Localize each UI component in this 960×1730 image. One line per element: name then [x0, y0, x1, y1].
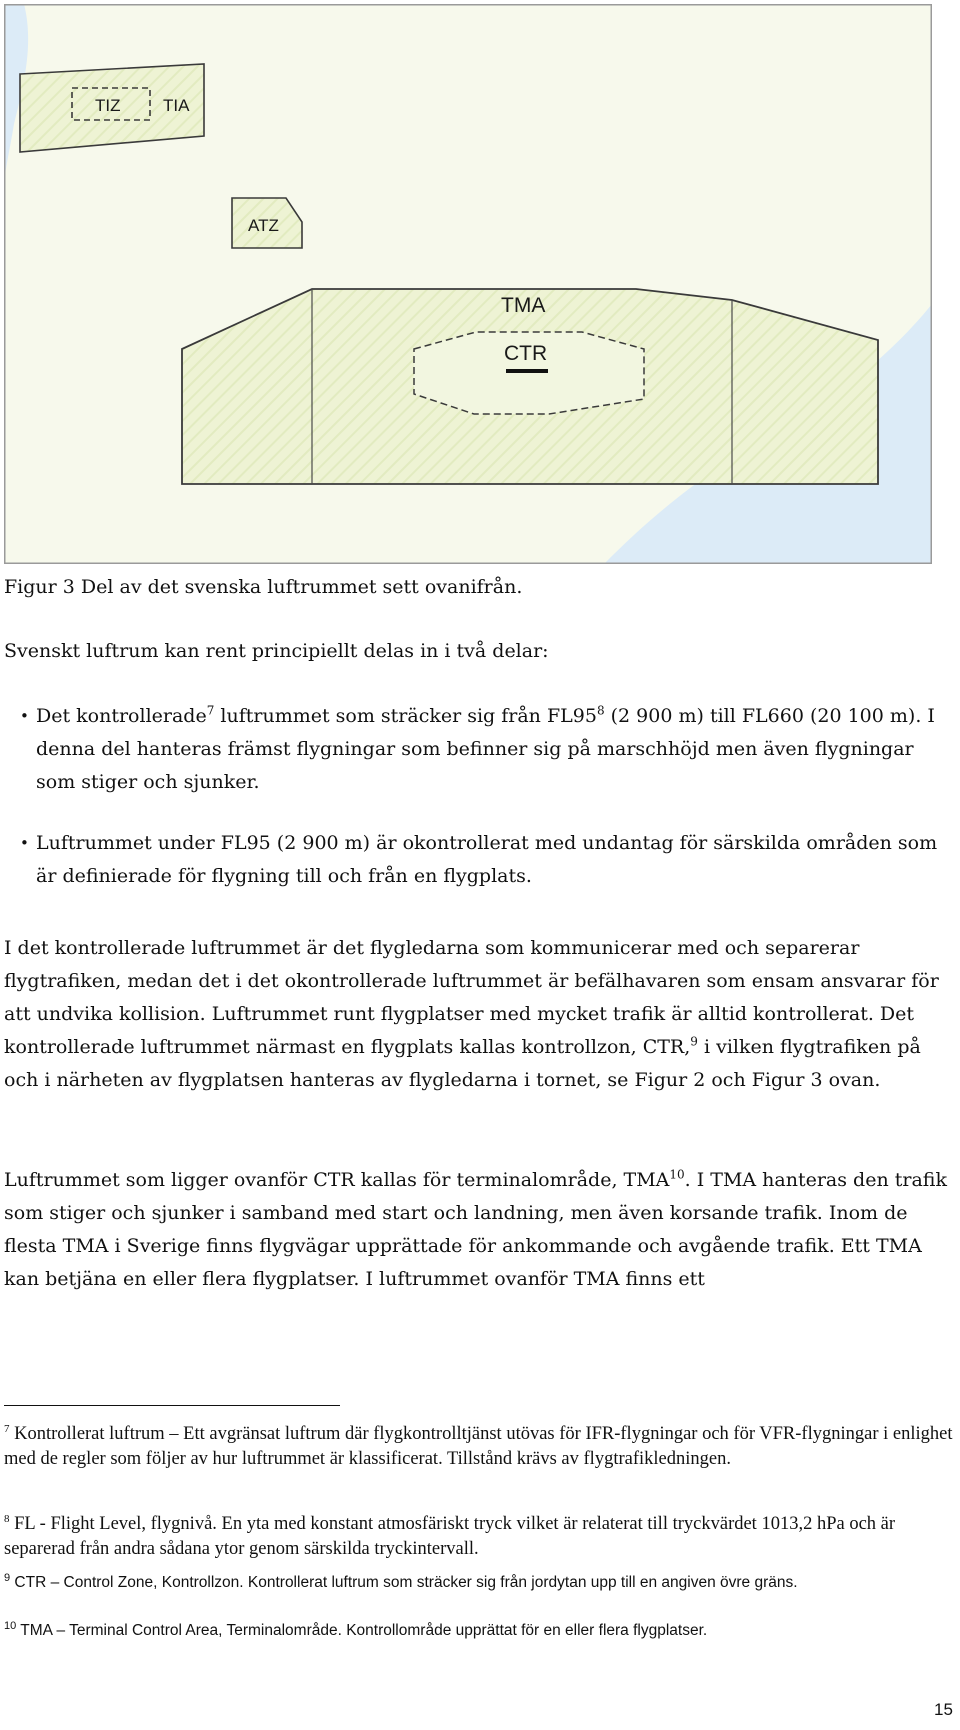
- footnote: [4, 1512, 959, 1562]
- footnote-number: 10: [4, 1619, 17, 1632]
- footnote: [4, 1422, 959, 1472]
- paragraph-text: i vilken flygtrafiken på och i närheten av flygplatsen hanteras av flygledarna i tornet, se Figur 2 och Figur 3 ovan.: [4, 1036, 921, 1091]
- tma-label: TMA: [501, 294, 546, 317]
- paragraph-text: Luftrummet som ligger ovanför CTR kallas för terminalområde, TMA: [4, 1169, 670, 1191]
- bullet-text: Det kontrollerade: [36, 705, 207, 727]
- bullet-text: luftrummet som sträcker sig från FL95: [214, 705, 597, 727]
- footnote-number: 9: [4, 1571, 11, 1584]
- footnote-divider: [4, 1405, 340, 1406]
- footnote: [4, 1572, 959, 1593]
- footnote-number: 8: [4, 1512, 10, 1525]
- ctr-label: CTR: [504, 342, 548, 365]
- list-item: [20, 700, 955, 799]
- footnote-ref-8: 8: [596, 703, 605, 718]
- airspace-map: [4, 4, 932, 564]
- bullet-text: (2 900 m) till FL660 (20 100 m). I denna del hanteras främst flygningar som befinner sig på marschhöjd men även flygningar som stiger och sjunker.: [36, 705, 935, 793]
- runway-icon: [506, 369, 548, 373]
- airspace-figure: [4, 4, 932, 564]
- intro-text: Svenskt luftrum kan rent principiellt delas in i två delar:: [4, 640, 549, 662]
- tia-label: TIA: [163, 96, 190, 115]
- footnote-text: TMA – Terminal Control Area, Terminalområde. Kontrollområde upprättat för en eller flera flygplatser.: [16, 1622, 708, 1639]
- tiz-label: TIZ: [95, 96, 121, 115]
- page-number: 15: [934, 1700, 953, 1719]
- figure-caption: Figur 3 Del av det svenska luftrummet sett ovanifrån.: [4, 576, 523, 598]
- body-paragraph: [4, 932, 954, 1097]
- paragraph-text: I det kontrollerade luftrummet är det flygledarna som kommunicerar med och separerar flygtrafiken, medan det i det okontrollerade luftrummet är befälhavaren som ensam ansvarar för att undvika kollision. Luftrummet runt flygplatser med mycket trafik är alltid kontrollerat. Det kontrollerade luftrummet närmast en flygplats kallas kontrollzon, CTR,: [4, 937, 939, 1058]
- footnote: [4, 1620, 959, 1641]
- bullet-list: [20, 700, 955, 921]
- footnote-text: FL - Flight Level, flygnivå. En yta med konstant atmosfäriskt tryck vilket är relaterat till tryckvärdet 1013,2 hPa och är separerad från andra sådana ytor genom särskilda tryckintervall.: [4, 1514, 896, 1559]
- body-paragraph: [4, 1164, 954, 1296]
- footnote-ref-7: 7: [206, 703, 215, 718]
- footnote-text: Kontrollerat luftrum – Ett avgränsat luftrum där flygkontrolltjänst utövas för IFR-flygningar och för VFR-flygningar i enlighet med de regler som följer av hur luftrummet är klassificerat. Tillstånd krävs av flygtrafikledningen.: [4, 1424, 953, 1469]
- list-item: [20, 827, 955, 893]
- footnote-ref-10: 10: [669, 1167, 685, 1182]
- bullet-text: Luftrummet under FL95 (2 900 m) är okontrollerat med undantag för särskilda områden som är definierade för flygning till och från en flygplats.: [36, 832, 938, 887]
- atz-label: ATZ: [248, 216, 279, 235]
- paragraph-text: . I TMA hanteras den trafik som stiger och sjunker i samband med start och landning, men även korsande trafik. Inom de flesta TMA i Sverige finns flygvägar upprättade för ankommande och avgående trafik. Ett TMA kan betjäna en eller flera flygplatser. I luftrummet ovanför TMA finns ett: [4, 1169, 947, 1290]
- footnote-number: 7: [4, 1422, 10, 1435]
- footnote-text: CTR – Control Zone, Kontrollzon. Kontrollerat luftrum som sträcker sig från jordytan upp till en angiven övre gräns.: [10, 1574, 798, 1591]
- footnote-ref-9: 9: [690, 1034, 698, 1049]
